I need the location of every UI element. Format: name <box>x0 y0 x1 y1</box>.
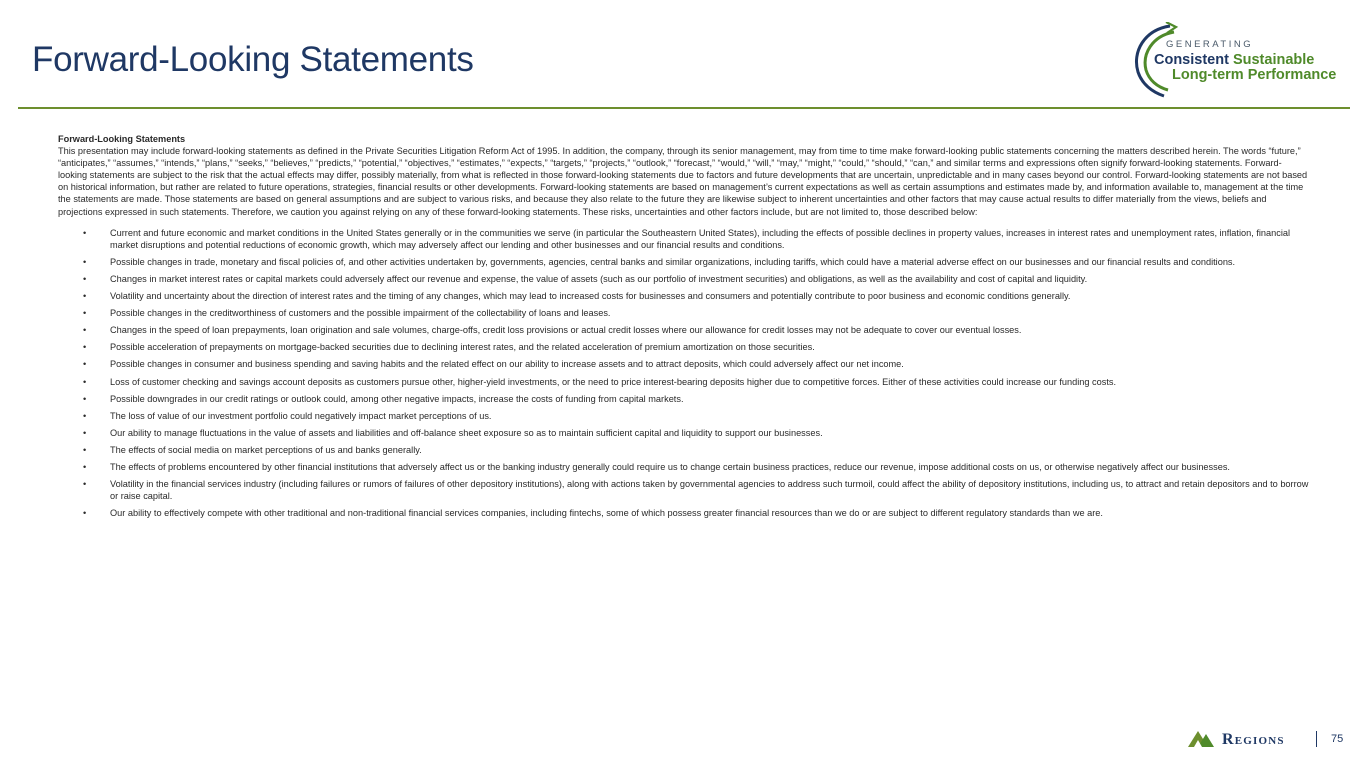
regions-logo <box>1186 727 1306 749</box>
page-number: 75 <box>1331 733 1344 745</box>
logo-longterm-text: Long-term Performance <box>1172 67 1337 83</box>
list-item: • The effects of social media on market perceptions of us and banks generally. <box>58 444 1310 456</box>
generating-logo <box>1130 22 1350 102</box>
list-item: • Possible changes in consumer and business spending and saving habits and the related effect on our ability to increase assets and to attract deposits, which could adversely affect our net income. <box>58 358 1310 370</box>
list-item: • Volatility in the financial services industry (including failures or rumors of failures of other depository institutions), along with actions taken by governmental agencies to address such turmoil, could affect the ability of depository institutions, including us, to attract and retain depositors and to borrow or raise capital. <box>58 478 1310 502</box>
list-item: • Our ability to effectively compete with other traditional and non-traditional financial services companies, including fintechs, some of which possess greater financial resources than we do or are subject to different regulatory standards than we are. <box>58 507 1310 519</box>
list-item: • Loss of customer checking and savings account deposits as customers pursue other, higher-yield investments, or the need to price interest-bearing deposits higher due to competitive forces. Either of these activities could increase our funding costs. <box>58 376 1310 388</box>
footer-divider <box>1316 731 1317 747</box>
disclaimer-content <box>58 133 1310 524</box>
list-item: • Changes in the speed of loan prepayments, loan origination and sale volumes, charge-offs, credit loss provisions or actual credit losses where our allowance for credit losses may not be adequate to cover our eventual losses. <box>58 324 1310 336</box>
list-item: • Changes in market interest rates or capital markets could adversely affect our revenue and expense, the value of assets (such as our portfolio of investment securities) and obligations, as well as the availability and cost of capital and liquidity. <box>58 273 1310 285</box>
list-item: • Possible changes in trade, monetary and fiscal policies of, and other activities undertaken by, governments, agencies, central banks and similar organizations, including tariffs, which could have a material adverse effect on our businesses and our financial results and conditions. <box>58 256 1310 268</box>
list-item: • Possible downgrades in our credit ratings or outlook could, among other negative impacts, increase the costs of funding from capital markets. <box>58 393 1310 405</box>
list-item: • Volatility and uncertainty about the direction of interest rates and the timing of any changes, which may lead to increased costs for businesses and consumers and potentially contribute to poor business and economic conditions generally. <box>58 290 1310 302</box>
intro-paragraph: This presentation may include forward-looking statements as defined in the Private Securities Litigation Reform Act of 1995. In addition, the company, through its senior management, may from time to time make forward-looking public statements concerning the matters described herein. The words “future,” “anticipates,” “assumes,” “intends,” “plans,” “seeks,” “believes,” “predicts,” “potential,” “objectives,” “estimates,” “expects,” “targets,” “projects,” “outlook,” “forecast,” “would,” “will,” “may,” “might,” “could,” “should,” “can,” and similar terms and expressions often signify forward-looking statements. Forward-looking statements are subject to the risk that the actual effects may differ, possibly materially, from what is reflected in those forward-looking statements due to factors and future developments that are uncertain, unpredictable and in many cases beyond our control. Forward-looking statements are not based on historical information, but rather are related to future operations, strategies, financial results or other developments. Forward-looking statements are based on management’s current expectations as well as certain assumptions and estimates made by, and information available to, management at the time the statements are made. Those statements are based on general assumptions and are subject to various risks, and because they also relate to the future they are likewise subject to inherent uncertainties and other factors that may cause actual results to differ materially from the views, beliefs and projections expressed in such statements. Therefore, we caution you against relying on any of these forward-looking statements. These risks, uncertainties and other factors include, but are not limited to, those described below: <box>58 146 1308 217</box>
page-title: Forward-Looking Statements <box>32 40 474 79</box>
regions-pyramid-icon <box>1186 727 1220 749</box>
list-item: • Possible acceleration of prepayments on mortgage-backed securities due to declining interest rates, and the related acceleration of premium amortization on those securities. <box>58 341 1310 353</box>
section-subheading: Forward-Looking Statements <box>58 134 186 144</box>
list-item: • Our ability to manage fluctuations in the value of assets and liabilities and off-balance sheet exposure so as to maintain sufficient capital and liquidity to support our businesses. <box>58 427 1310 439</box>
risk-factor-list <box>58 227 1310 520</box>
header-divider <box>18 107 1350 109</box>
list-item: • The effects of problems encountered by other financial institutions that adversely affect us or the banking industry generally could require us to change certain business practices, reduce our revenue, impose additional costs on us, or otherwise negatively affect our businesses. <box>58 461 1310 473</box>
logo-consistent-word: Consistent <box>1154 52 1229 68</box>
list-item: • The loss of value of our investment portfolio could negatively impact market perceptions of us. <box>58 410 1310 422</box>
regions-wordmark: Regions <box>1222 731 1285 748</box>
logo-sustainable-word: Sustainable <box>1232 52 1315 68</box>
logo-line-1 <box>1154 52 1314 68</box>
logo-generating-text: GENERATING <box>1166 39 1254 50</box>
list-item: • Current and future economic and market conditions in the United States generally or in the communities we serve (in particular the Southeastern United States), including the effects of possible declines in property values, increases in interest rates and unemployment rates, inflation, financial market disruptions and potential reductions of economic growth, which may adversely affect our lending and other businesses and our financial results and conditions. <box>58 227 1310 251</box>
list-item: • Possible changes in the creditworthiness of customers and the possible impairment of the collectability of loans and leases. <box>58 307 1310 319</box>
